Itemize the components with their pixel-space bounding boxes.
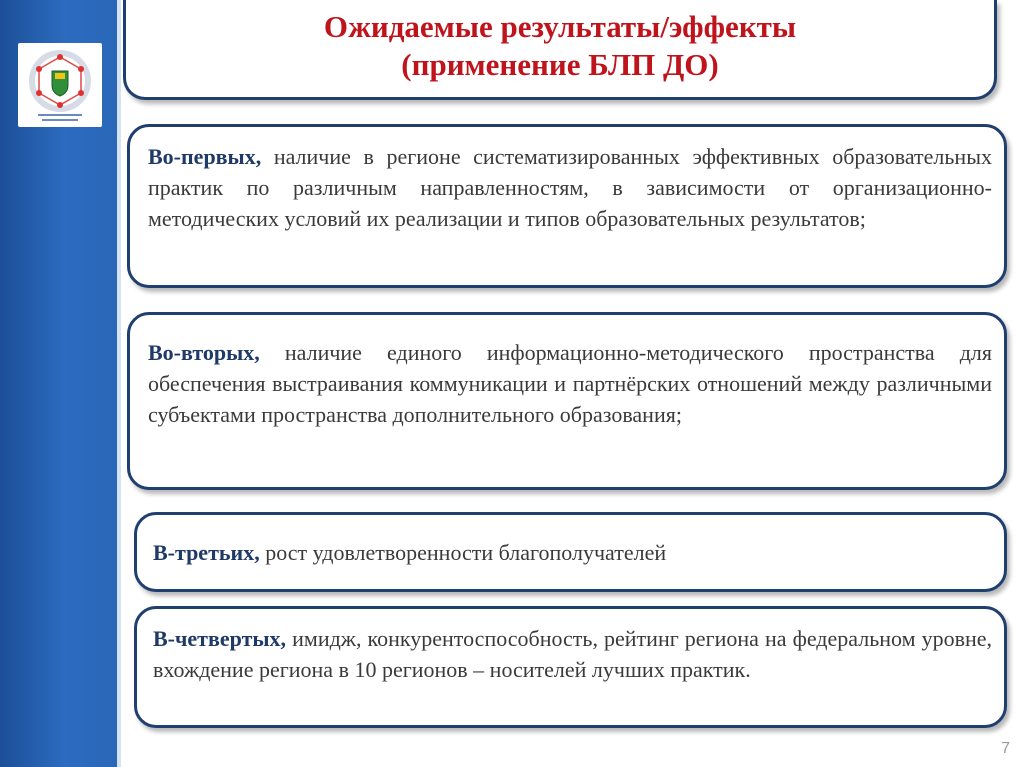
result-item-1 xyxy=(127,124,1007,288)
page-number: 7 xyxy=(1001,740,1010,757)
slide-title-box xyxy=(123,0,997,100)
result-item-body: наличие в регионе систематизированных эффективных образовательных практик по различным направленностям, в зависимости от организационно-методических условий их реализации и типов образовательных результатов; xyxy=(148,144,992,231)
result-item-lead: Во-вторых, xyxy=(148,340,260,365)
result-item-text xyxy=(137,537,1004,568)
result-item-text xyxy=(137,623,1004,685)
result-item-text xyxy=(130,337,1004,430)
regional-emblem-logo-icon xyxy=(18,43,102,127)
result-item-3 xyxy=(134,512,1007,592)
result-item-body: рост удовлетворенности благополучателей xyxy=(259,540,667,565)
result-item-lead: В-четвертых, xyxy=(153,626,287,651)
sidebar-stripe xyxy=(117,0,121,767)
result-item-lead: Во-первых, xyxy=(148,144,262,169)
result-item-body: наличие единого информационно-методического пространства для обеспечения выстраивания коммуникации и партнёрских отношений между различными субъектами пространства дополнительного образования; xyxy=(148,340,992,427)
result-item-4 xyxy=(134,606,1007,728)
slide-title-line-2: (применение БЛП ДО) xyxy=(401,47,719,82)
result-item-2 xyxy=(127,312,1007,490)
result-item-text xyxy=(130,141,1004,234)
slide-title-line-1: Ожидаемые результаты/эффекты xyxy=(323,9,797,44)
result-item-lead: В-третьих, xyxy=(153,540,260,565)
result-item-body: имидж, конкурентоспособность, рейтинг региона на федеральном уровне, вхождение региона в 10 регионов – носителей лучших практик. xyxy=(153,626,992,682)
